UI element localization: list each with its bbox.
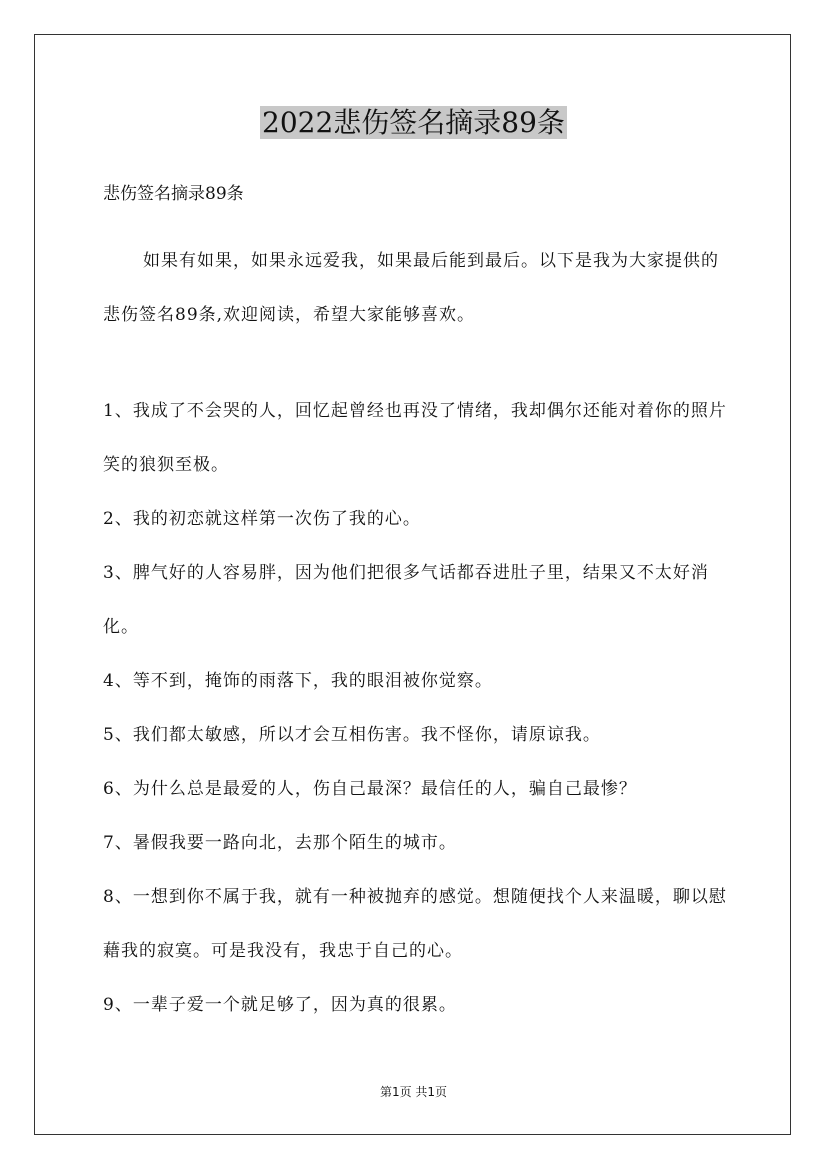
list-item: 8、一想到你不属于我，就有一种被抛弃的感觉。想随便找个人来温暖，聊以慰藉我的寂寞。可是我没有，我忠于自己的心。 — [103, 887, 727, 961]
page-footer: 第1页 共1页 — [379, 1085, 448, 1099]
list-item: 6、为什么总是最爱的人，伤自己最深？最信任的人，骗自己最惨？ — [103, 779, 637, 799]
list-item: 7、暑假我要一路向北，去那个陌生的城市。 — [103, 833, 457, 853]
list-item: 2、我的初恋就这样第一次伤了我的心。 — [103, 509, 421, 529]
list-item: 9、一辈子爱一个就足够了，因为真的很累。 — [103, 995, 457, 1015]
document-title — [0, 104, 827, 142]
document-subtitle: 悲伤签名摘录89条 — [103, 184, 244, 204]
signature-list — [103, 384, 730, 1032]
intro-paragraph: 如果有如果，如果永远爱我，如果最后能到最后。以下是我为大家提供的悲伤签名89条,欢迎阅读，希望大家能够喜欢。 — [103, 251, 719, 325]
list-item: 3、脾气好的人容易胖，因为他们把很多气话都吞进肚子里，结果又不太好消化。 — [103, 563, 709, 637]
list-item: 5、我们都太敏感，所以才会互相伤害。我不怪你，请原谅我。 — [103, 725, 601, 745]
document-title-text: 2022悲伤签名摘录89条 — [262, 106, 565, 139]
list-item: 1、我成了不会哭的人，回忆起曾经也再没了情绪，我却偶尔还能对着你的照片笑的狼狈至极。 — [103, 401, 727, 475]
list-item: 4、等不到，掩饰的雨落下，我的眼泪被你觉察。 — [103, 671, 493, 691]
